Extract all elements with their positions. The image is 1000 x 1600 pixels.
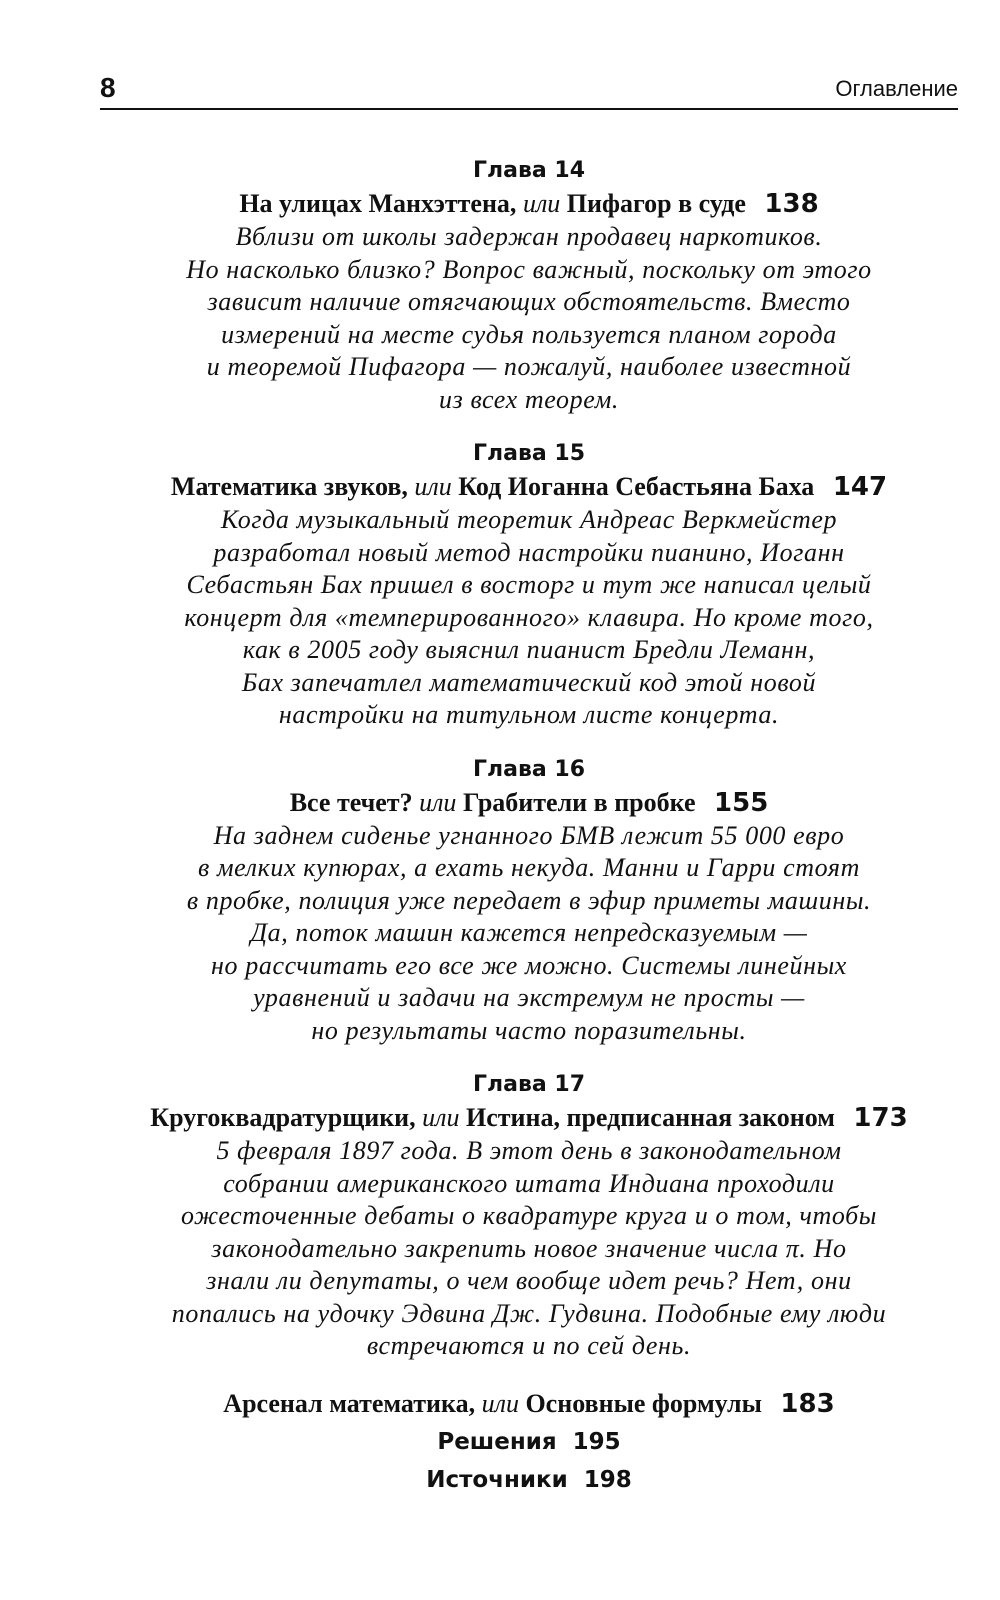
chapter-title — [100, 786, 958, 820]
summary-line: Но насколько близко? Вопрос важный, поскольку от этого — [186, 254, 872, 284]
arsenal-title-sub: Основные формулы — [525, 1388, 762, 1418]
summary-line: На заднем сиденье угнанного БМВ лежит 55 000 евро — [213, 820, 845, 850]
sources-title: Источники — [426, 1466, 568, 1493]
page-reference: 147 — [832, 472, 888, 502]
chapter-summary — [100, 504, 958, 732]
chapter-title-sub: Истина, предписанная законом — [466, 1103, 835, 1132]
chapter-summary — [100, 820, 958, 1048]
summary-line: настройки на титульном листе концерта. — [278, 700, 780, 729]
chapter-17-entry — [100, 1069, 958, 1363]
page-reference: 173 — [853, 1103, 908, 1133]
solutions-title: Решения — [437, 1428, 557, 1455]
chapter-title-sub: Код Иоганна Себастьяна Баха — [458, 472, 815, 501]
summary-line: но рассчитать его все же можно. Системы линейных — [211, 950, 847, 980]
summary-line: 5 февраля 1897 года. В этот день в законодательном — [216, 1136, 842, 1165]
chapter-title — [100, 187, 958, 221]
chapter-label: Глава 17 — [472, 1072, 586, 1097]
summary-line: Да, поток машин кажется непредсказуемым — — [250, 918, 808, 947]
page-number: 8 — [100, 72, 116, 103]
summary-line: но результаты часто поразительны. — [311, 1015, 747, 1045]
summary-line: законодательно закрепить новое значение числа π. Но — [211, 1233, 847, 1263]
page-reference: 195 — [572, 1428, 621, 1455]
summary-line: и теоремой Пифагора — пожалуй, наиболее известной — [206, 352, 852, 381]
chapter-14-entry — [100, 155, 958, 416]
sources-entry — [100, 1461, 958, 1499]
chapter-title-or: или — [419, 787, 457, 817]
chapter-title-sub: Грабители в пробке — [462, 787, 696, 817]
chapter-title — [100, 470, 958, 504]
chapter-title-sub: Пифагор в суде — [566, 189, 746, 218]
chapter-title-main: Все течет? — [289, 787, 413, 817]
chapter-summary — [100, 1135, 958, 1363]
running-title: Оглавление — [835, 76, 958, 101]
chapter-title-or: или — [522, 189, 561, 218]
summary-line: концерт для «темперированного» клавира. Но кроме того, — [184, 602, 874, 632]
table-of-contents — [100, 155, 958, 1499]
summary-line: знали ли депутаты, о чем вообще идет речь? Нет, они — [206, 1266, 852, 1295]
page-header — [100, 72, 958, 110]
chapter-summary — [100, 221, 958, 416]
page-reference: 183 — [780, 1388, 835, 1419]
summary-line: в пробке, полиция уже передает в эфир приметы машины. — [186, 885, 872, 915]
chapter-title-main: На улицах Манхэттена, — [239, 189, 517, 218]
chapter-label: Глава 16 — [472, 756, 586, 782]
chapter-16-entry — [100, 754, 958, 1048]
summary-line: измерений на месте судья пользуется планом города — [221, 319, 837, 349]
summary-line: как в 2005 году выяснил пианист Бредли Леманн, — [242, 635, 816, 664]
summary-line: ожесточенные дебаты о квадратуре круга и о том, чтобы — [180, 1201, 878, 1230]
arsenal-entry — [100, 1385, 958, 1423]
chapter-title-main: Математика звуков, — [170, 472, 408, 501]
summary-line: в мелких купюрах, а ехать некуда. Манни и Гарри стоят — [198, 853, 860, 882]
chapter-label: Глава 15 — [472, 441, 586, 466]
arsenal-title-main: Арсенал математика, — [223, 1388, 476, 1418]
summary-line: Когда музыкальный теоретик Андреас Веркмейстер — [220, 505, 838, 534]
page-reference: 138 — [764, 189, 819, 219]
summary-line: попались на удочку Эдвина Дж. Гудвина. Подобные ему люди — [171, 1298, 887, 1328]
summary-line: уравнений и задачи на экстремум не просты — — [253, 983, 805, 1012]
chapter-title-or: или — [414, 472, 452, 501]
chapter-15-entry — [100, 438, 958, 732]
chapter-title-or: или — [422, 1103, 460, 1132]
page-reference: 155 — [714, 787, 769, 818]
summary-line: Себастьян Бах пришел в восторг и тут же написал целый — [186, 570, 872, 599]
summary-line: Бах запечатлел математический код этой новой — [241, 667, 817, 697]
chapter-title — [100, 1101, 958, 1135]
summary-line: встречаются и по сей день. — [366, 1331, 692, 1360]
solutions-entry — [100, 1423, 958, 1461]
summary-line: из всех теорем. — [439, 384, 619, 414]
chapter-title-main: Кругоквадратурщики, — [150, 1103, 416, 1132]
summary-line: Вблизи от школы задержан продавец наркотиков. — [235, 222, 823, 251]
chapter-label: Глава 14 — [472, 158, 586, 183]
summary-line: собрании американского штата Индиана проходили — [223, 1168, 835, 1198]
summary-line: разработал новый метод настройки пианино, Иоганн — [213, 537, 845, 567]
arsenal-title-or: или — [481, 1388, 519, 1418]
summary-line: зависит наличие отягчающих обстоятельств. Вместо — [207, 287, 851, 316]
page-reference: 198 — [583, 1466, 632, 1493]
